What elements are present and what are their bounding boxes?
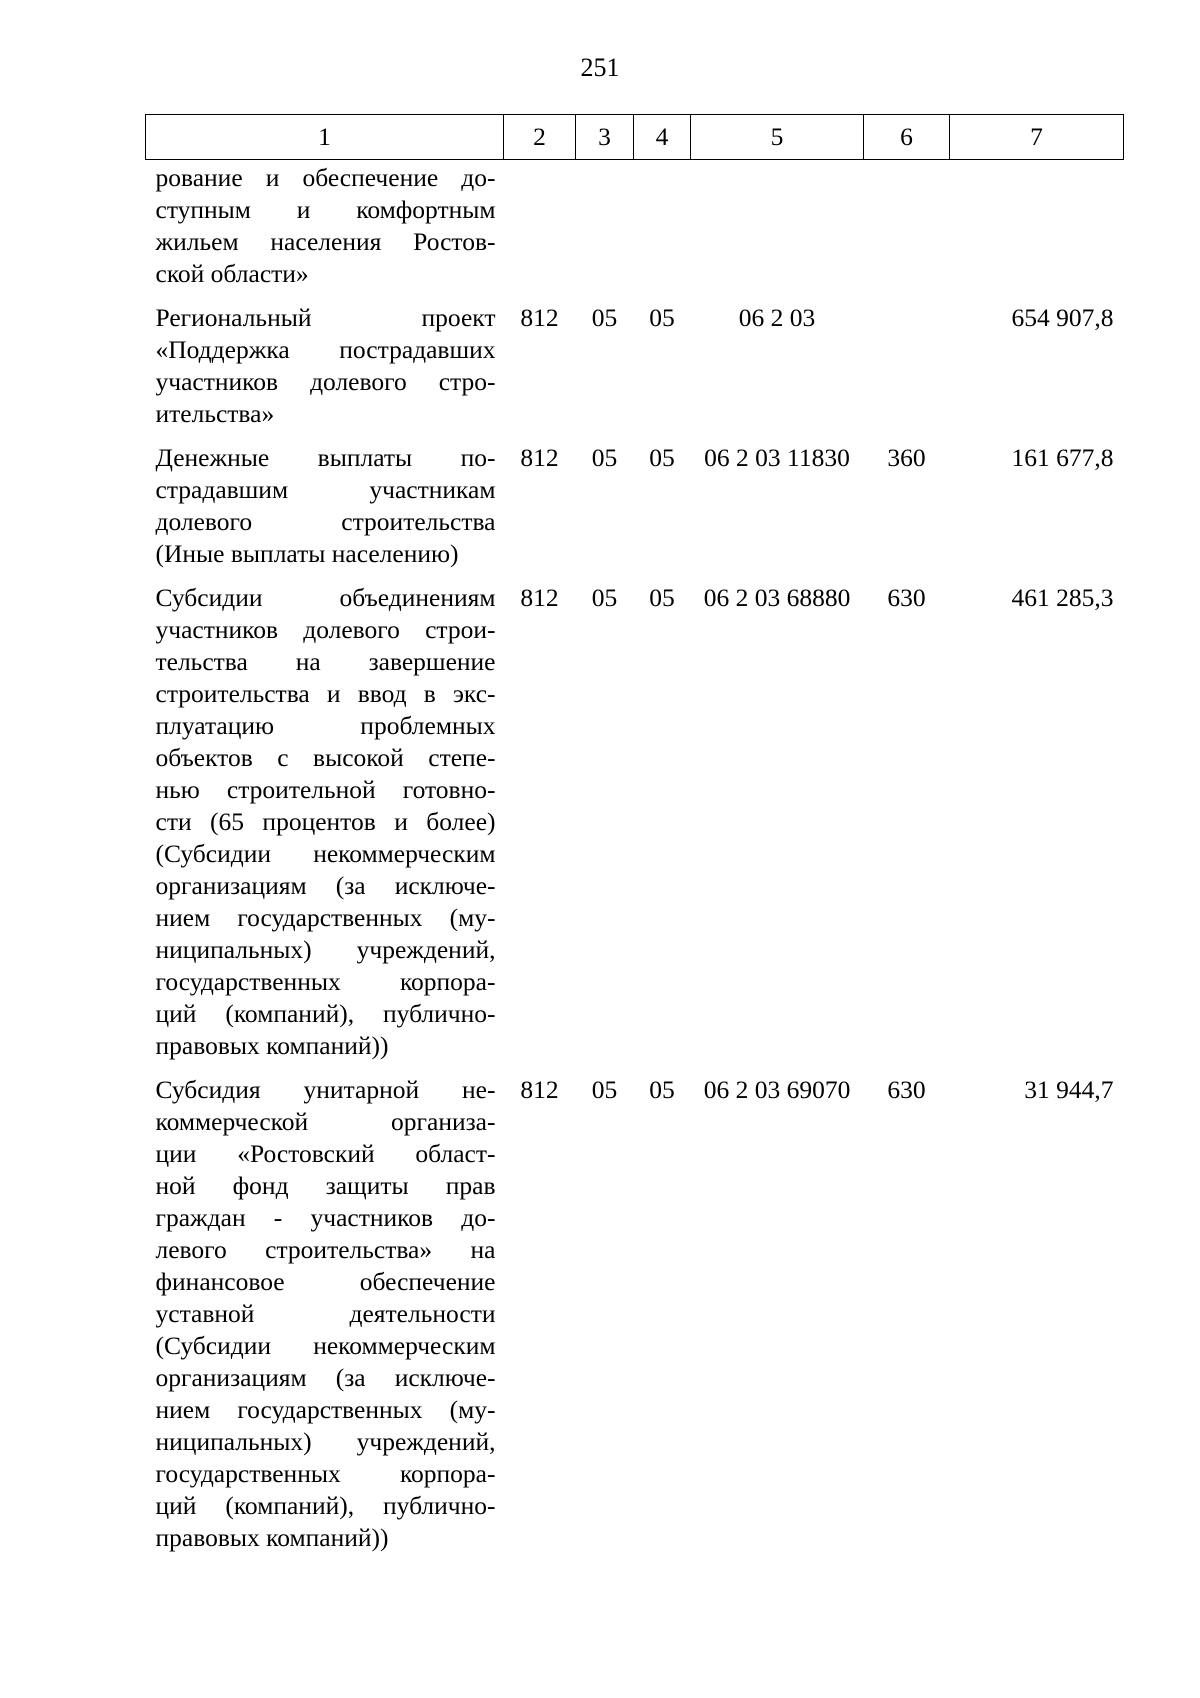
row-expense-type (864, 160, 950, 291)
row-name (146, 1062, 504, 1554)
header-col-2: 2 (504, 115, 576, 160)
header-col-4: 4 (634, 115, 691, 160)
row-target-code: 06 2 03 69070 (703, 1075, 851, 1104)
name-line: правовых компаний)) (155, 1523, 389, 1552)
row-ministry-code: 812 (520, 303, 559, 332)
row-ministry-code (504, 160, 576, 291)
name-line: ской области» (155, 259, 309, 288)
header-col-6: 6 (864, 115, 950, 160)
row-expense-type: 630 (887, 1075, 926, 1104)
name-line: граждан - участников до- (155, 1203, 496, 1232)
row-name (146, 570, 504, 1062)
table-row (146, 290, 1124, 430)
row-amount: 161 677,8 (1011, 443, 1114, 472)
page-number: 251 (580, 53, 620, 82)
name-line: объектов с высокой степе- (155, 743, 496, 772)
name-line: долевого строительства (155, 507, 496, 536)
row-section-code: 05 (591, 303, 618, 332)
row-name (146, 160, 504, 291)
table-body (146, 160, 1124, 1555)
name-line: (Иные выплаты населению) (155, 539, 459, 568)
row-target-code: 06 2 03 11830 (704, 443, 850, 472)
name-line: нью строительной готовно- (155, 775, 496, 804)
name-line: нием государственных (му- (155, 903, 496, 932)
name-line: участников долевого стро- (155, 367, 496, 396)
name-line: Субсидии объединениям (155, 583, 496, 612)
name-line: (Субсидии некоммерческим (155, 839, 496, 868)
row-ministry-code: 812 (520, 583, 559, 612)
name-line: ций (компаний), публично- (155, 999, 496, 1028)
name-line: уставной деятельности (155, 1299, 496, 1328)
row-subsection-code: 05 (649, 443, 675, 472)
name-line: коммерческой организа- (155, 1107, 496, 1136)
row-section-code: 05 (591, 443, 618, 472)
name-line: государственных корпора- (155, 1459, 496, 1488)
table-header (146, 115, 1124, 160)
header-col-1: 1 (146, 115, 504, 160)
row-subsection-code: 05 (649, 583, 675, 612)
name-line: тельства на завершение (155, 647, 496, 676)
name-line: страдавшим участникам (155, 475, 496, 504)
name-line: (Субсидии некоммерческим (155, 1331, 496, 1360)
row-subsection-code: 05 (649, 1075, 675, 1104)
name-line: рование и обеспечение до- (155, 163, 496, 192)
budget-table (145, 114, 1124, 1554)
row-target-code: 06 2 03 (738, 303, 816, 332)
header-row (146, 115, 1124, 160)
name-line: организациям (за исключе- (155, 871, 496, 900)
row-section-code: 05 (591, 1075, 618, 1104)
row-amount (950, 160, 1124, 291)
name-line: ступным и комфортным (155, 195, 496, 224)
table-row (146, 160, 1124, 291)
name-line: ции «Ростовский област- (155, 1139, 496, 1168)
row-amount: 461 285,3 (1011, 583, 1114, 612)
row-expense-type: 630 (887, 583, 926, 612)
row-subsection-code (634, 160, 691, 291)
name-line: финансовое обеспечение (155, 1267, 496, 1296)
name-line: Региональный проект (155, 303, 496, 332)
name-line: ной фонд защиты прав (155, 1171, 496, 1200)
name-line: жильем населения Ростов- (155, 227, 496, 256)
row-ministry-code: 812 (520, 443, 559, 472)
name-line: сти (65 процентов и более) (155, 807, 496, 836)
name-line: нием государственных (му- (155, 1395, 496, 1424)
table-row (146, 1062, 1124, 1554)
row-ministry-code: 812 (520, 1075, 559, 1104)
name-line: ниципальных) учреждений, (155, 1427, 496, 1456)
name-line: левого строительства» на (155, 1235, 496, 1264)
row-target-code: 06 2 03 68880 (703, 583, 851, 612)
name-line: правовых компаний)) (155, 1031, 389, 1060)
name-line: «Поддержка пострадавших (155, 335, 496, 364)
row-expense-type: 360 (887, 443, 926, 472)
name-line: плуатацию проблемных (155, 711, 496, 740)
row-subsection-code: 05 (649, 303, 675, 332)
table-row (146, 570, 1124, 1062)
header-col-7: 7 (950, 115, 1124, 160)
name-line: участников долевого строи- (155, 615, 496, 644)
row-name (146, 430, 504, 570)
row-expense-type (864, 290, 950, 430)
name-line: государственных корпора- (155, 967, 496, 996)
row-amount: 654 907,8 (1011, 303, 1114, 332)
name-line: организациям (за исключе- (155, 1363, 496, 1392)
header-col-3: 3 (576, 115, 634, 160)
header-col-5: 5 (691, 115, 864, 160)
name-line: ниципальных) учреждений, (155, 935, 496, 964)
row-section-code: 05 (591, 583, 618, 612)
row-name (146, 290, 504, 430)
row-amount: 31 944,7 (1024, 1075, 1114, 1104)
name-line: Денежные выплаты по- (155, 443, 496, 472)
name-line: строительства и ввод в экс- (155, 679, 496, 708)
name-line: ций (компаний), публично- (155, 1491, 496, 1520)
row-section-code (576, 160, 634, 291)
name-line: Субсидия унитарной не- (155, 1075, 496, 1104)
name-line: ительства» (155, 399, 275, 428)
table-row (146, 430, 1124, 570)
row-target-code (691, 160, 864, 291)
